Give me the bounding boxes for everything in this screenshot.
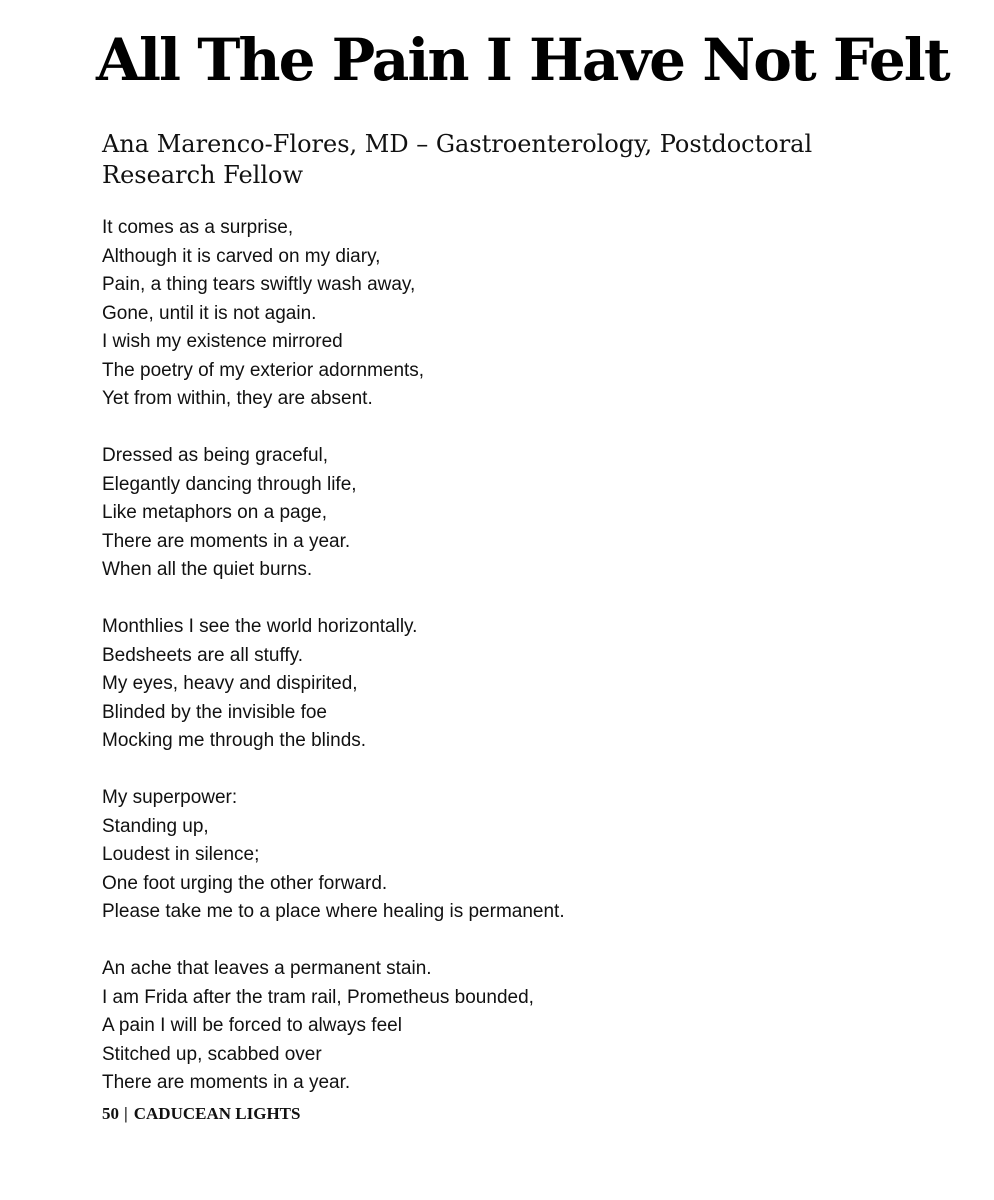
poem-line: Standing up, <box>102 815 209 837</box>
poem-title: All The Pain I Have Not Felt <box>96 26 949 94</box>
poem-line: Like metaphors on a page, <box>102 502 327 523</box>
author-byline: Ana Marenco-Flores, MD – Gastroenterology, Postdoctoral Research Fellow <box>102 130 813 189</box>
poem-line: Gone, until it is not again. <box>102 302 317 324</box>
poem-line: I wish my existence mirrored <box>102 331 343 352</box>
poem-line: Mocking me through the blinds. <box>102 730 367 751</box>
poem-line: There are moments in a year. <box>102 530 351 552</box>
poem-line: My superpower: <box>102 787 238 808</box>
stanza <box>102 442 902 585</box>
poem-line: Pain, a thing tears swiftly wash away, <box>102 274 416 295</box>
poem-line: Yet from within, they are absent. <box>102 388 373 409</box>
poem-line: The poetry of my exterior adornments, <box>102 359 425 381</box>
poem-line: My eyes, heavy and dispirited, <box>102 673 358 694</box>
poem-line: One foot urging the other forward. <box>102 872 388 894</box>
poem-line: It comes as a surprise, <box>102 217 294 238</box>
poem-line: There are moments in a year. <box>102 1072 351 1093</box>
poem-line: Please take me to a place where healing is permanent. <box>102 901 565 922</box>
stanza <box>102 955 902 1098</box>
poem-line: Monthlies I see the world horizontally. <box>102 616 418 637</box>
page-footer <box>102 1103 300 1125</box>
footer-separator: | <box>124 1104 128 1123</box>
stanza <box>102 613 902 756</box>
poem-line: Loudest in silence; <box>102 844 260 865</box>
poem-line: When all the quiet burns. <box>102 559 313 580</box>
poem-body <box>102 214 902 1126</box>
publication-name: CADUCEAN LIGHTS <box>133 1104 301 1123</box>
poem-line: Blinded by the invisible foe <box>102 701 327 723</box>
stanza <box>102 784 902 927</box>
poem-line: Elegantly dancing through life, <box>102 473 357 495</box>
poem-line: A pain I will be forced to always feel <box>102 1015 402 1036</box>
poem-line: Stitched up, scabbed over <box>102 1043 322 1065</box>
poem-line: Bedsheets are all stuffy. <box>102 644 304 666</box>
poem-line: Although it is carved on my diary, <box>102 245 381 267</box>
page-number: 50 <box>102 1104 119 1123</box>
poem-line: An ache that leaves a permanent stain. <box>102 958 432 979</box>
stanza <box>102 214 902 414</box>
poem-line: Dressed as being graceful, <box>102 445 329 466</box>
poem-line: I am Frida after the tram rail, Prometheus bounded, <box>102 986 534 1008</box>
